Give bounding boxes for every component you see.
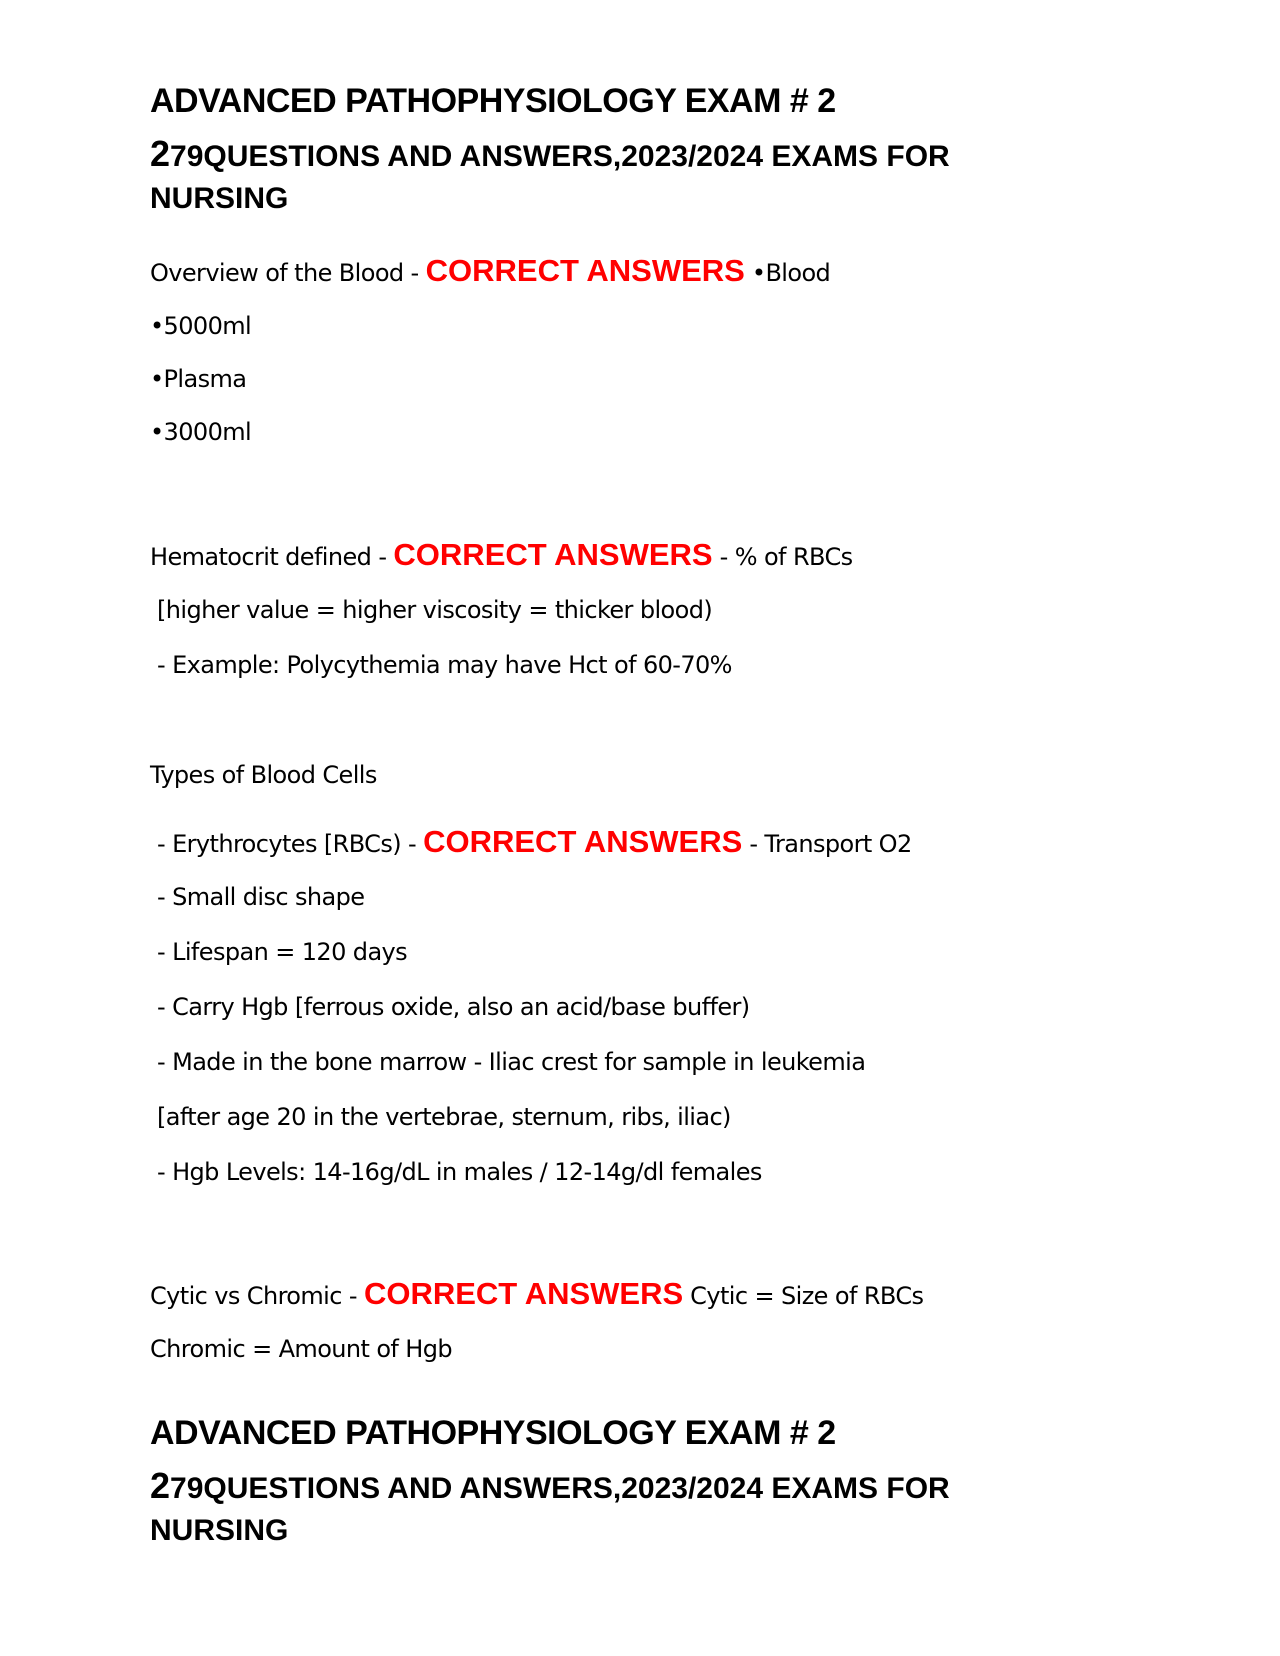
- question-text: Hematocrit defined -: [150, 543, 394, 571]
- answer-text: Cytic = Size of RBCs: [683, 1282, 924, 1310]
- correct-answers-label: CORRECT ANSWERS: [423, 824, 743, 859]
- question-erythrocytes: [157, 825, 912, 859]
- answer-text: •Blood: [744, 259, 831, 287]
- list-item: •3000ml: [150, 418, 252, 446]
- list-item: •Plasma: [150, 365, 247, 393]
- document-title-repeat: ADVANCED PATHOPHYSIOLOGY EXAM # 2: [150, 1414, 836, 1452]
- document-subtitle-repeat: [150, 1465, 1070, 1552]
- section-heading: Types of Blood Cells: [150, 761, 377, 789]
- subtitle-rest: 79QUESTIONS AND ANSWERS,2023/2024 EXAMS FOR NURSING: [150, 1472, 950, 1547]
- document-subtitle: [150, 133, 1070, 220]
- answer-line: - Lifespan = 120 days: [157, 938, 408, 966]
- subtitle-lead: 2: [150, 1465, 171, 1506]
- document-title: ADVANCED PATHOPHYSIOLOGY EXAM # 2: [150, 82, 836, 120]
- answer-line: - Carry Hgb [ferrous oxide, also an acid/base buffer): [157, 993, 750, 1021]
- question-text: - Erythrocytes [RBCs) -: [157, 830, 424, 858]
- answer-text: - % of RBCs: [712, 543, 853, 571]
- correct-answers-label: CORRECT ANSWERS: [363, 1276, 684, 1311]
- answer-line: - Hgb Levels: 14-16g/dL in males / 12-14g/dl females: [157, 1158, 762, 1186]
- answer-line: - Small disc shape: [157, 883, 365, 911]
- question-hematocrit: [150, 538, 853, 572]
- correct-answers-label: CORRECT ANSWERS: [393, 537, 713, 572]
- answer-line: - Made in the bone marrow - Iliac crest for sample in leukemia: [157, 1048, 866, 1076]
- answer-line: - Example: Polycythemia may have Hct of 60-70%: [157, 651, 732, 679]
- answer-line: [higher value = higher viscosity = thicker blood): [157, 596, 713, 624]
- question-text: Cytic vs Chromic -: [150, 1282, 364, 1310]
- answer-line: Chromic = Amount of Hgb: [150, 1335, 453, 1363]
- answer-text: - Transport O2: [742, 830, 912, 858]
- correct-answers-label: CORRECT ANSWERS: [425, 253, 745, 288]
- question-text: Overview of the Blood -: [150, 259, 426, 287]
- question-blood-overview: [150, 254, 830, 288]
- subtitle-lead: 2: [150, 133, 171, 174]
- subtitle-rest: 79QUESTIONS AND ANSWERS,2023/2024 EXAMS FOR NURSING: [150, 140, 950, 215]
- question-cytic-chromic: [150, 1277, 923, 1311]
- list-item: •5000ml: [150, 312, 252, 340]
- answer-line: [after age 20 in the vertebrae, sternum, ribs, iliac): [157, 1103, 731, 1131]
